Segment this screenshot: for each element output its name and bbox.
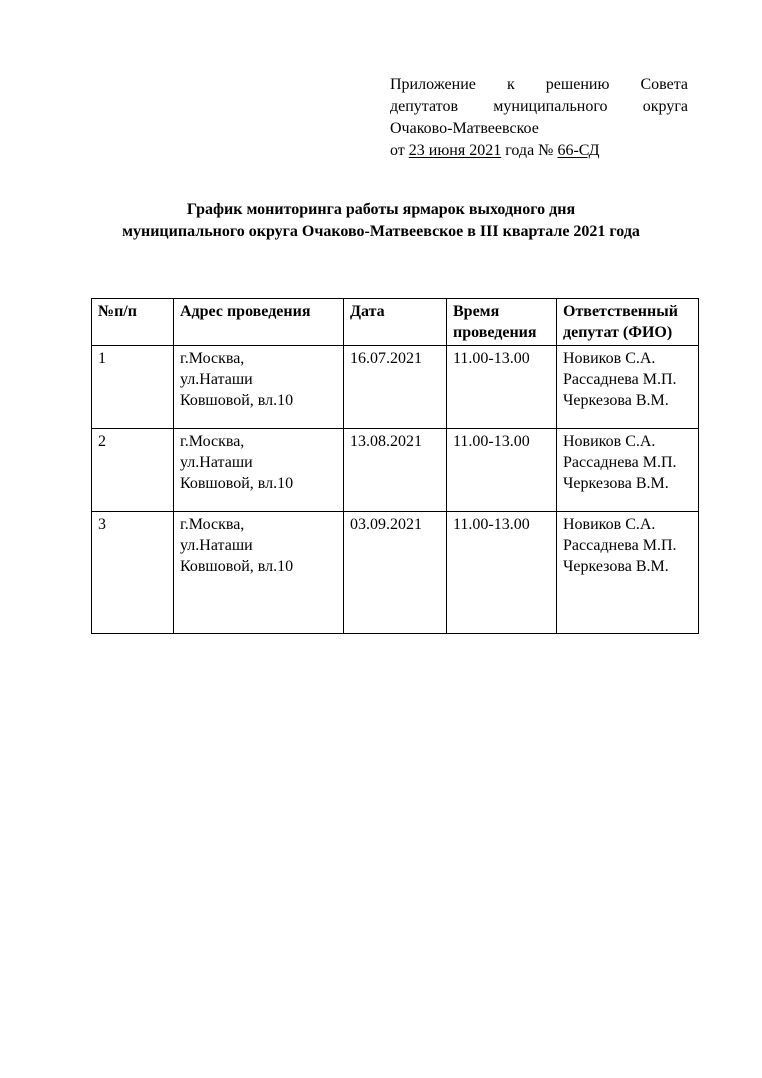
appendix-decision-number: 66-СД — [557, 142, 600, 159]
appendix-decision-date-line — [390, 140, 688, 162]
header-time-line: Время — [453, 303, 500, 320]
cell-deputies — [557, 512, 699, 634]
address-line: Ковшовой, вл.10 — [180, 475, 294, 492]
address-line: Ковшовой, вл.10 — [180, 558, 294, 575]
cell-time: 11.00-13.00 — [447, 429, 557, 512]
cell-date: 03.09.2021 — [344, 512, 447, 634]
header-responsible-line: Ответственный — [563, 303, 678, 320]
header-time — [447, 299, 557, 346]
cell-address — [174, 429, 344, 512]
cell-deputies — [557, 346, 699, 429]
document-title-line-1: График мониторинга работы ярмарок выходного дня — [186, 201, 576, 218]
cell-number: 1 — [92, 346, 174, 429]
deputy-name: Рассаднева М.П. — [563, 537, 677, 554]
monitoring-schedule-table — [91, 298, 699, 634]
appendix-line-1: Приложение к решению Совета — [390, 76, 688, 93]
appendix-line-3: Очаково-Матвеевское — [390, 120, 539, 137]
address-line: ул.Наташи — [180, 371, 253, 388]
cell-number: 2 — [92, 429, 174, 512]
address-line: ул.Наташи — [180, 537, 253, 554]
cell-time: 11.00-13.00 — [447, 346, 557, 429]
address-line: ул.Наташи — [180, 454, 253, 471]
deputy-name: Рассаднева М.П. — [563, 371, 677, 388]
cell-deputies — [557, 429, 699, 512]
appendix-date: 23 июня 2021 — [408, 142, 502, 159]
deputy-name: Рассаднева М.П. — [563, 454, 677, 471]
appendix-date-suffix: года № — [505, 142, 554, 159]
deputy-name: Черкезова В.М. — [563, 475, 669, 492]
address-line: г.Москва, — [180, 433, 245, 450]
document-title-line-2: муниципального округа Очаково-Матвеевское в III квартале 2021 года — [122, 223, 640, 240]
header-responsible — [557, 299, 699, 346]
header-date: Дата — [344, 299, 447, 346]
deputy-name: Черкезова В.М. — [563, 558, 669, 575]
header-time-line: проведения — [453, 324, 537, 341]
cell-date: 13.08.2021 — [344, 429, 447, 512]
appendix-date-prefix: от — [390, 142, 405, 159]
address-line: г.Москва, — [180, 516, 245, 533]
cell-address — [174, 346, 344, 429]
table-header-row — [92, 299, 699, 346]
document-title — [60, 199, 702, 243]
deputy-name: Новиков С.А. — [563, 350, 656, 367]
address-line: Ковшовой, вл.10 — [180, 392, 294, 409]
cell-time: 11.00-13.00 — [447, 512, 557, 634]
address-line: г.Москва, — [180, 350, 245, 367]
cell-number: 3 — [92, 512, 174, 634]
appendix-header — [390, 74, 688, 162]
appendix-line-2: депутатов муниципального округа — [390, 98, 688, 115]
header-address: Адрес проведения — [174, 299, 344, 346]
table-row — [92, 346, 699, 429]
header-responsible-line: депутат (ФИО) — [563, 324, 673, 341]
deputy-name: Новиков С.А. — [563, 433, 656, 450]
cell-date: 16.07.2021 — [344, 346, 447, 429]
table-row — [92, 429, 699, 512]
table-row — [92, 512, 699, 634]
cell-address — [174, 512, 344, 634]
header-number: №п/п — [92, 299, 174, 346]
deputy-name: Черкезова В.М. — [563, 392, 669, 409]
deputy-name: Новиков С.А. — [563, 516, 656, 533]
